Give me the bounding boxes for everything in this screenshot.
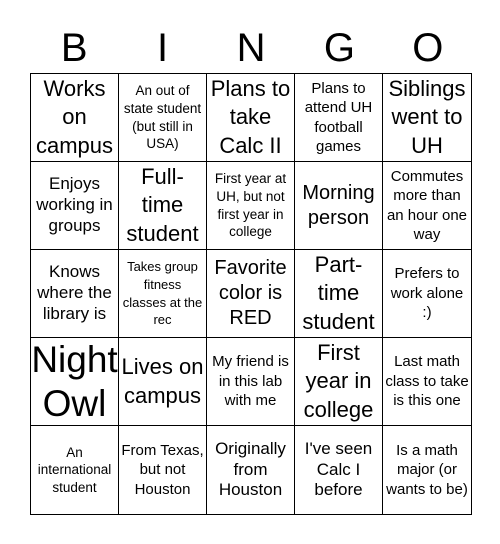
bingo-cell-r4c5[interactable]: Last math class to take is this one (383, 338, 471, 426)
bingo-cell-r1c2[interactable]: An out of state student (but still in USA) (119, 74, 207, 162)
bingo-cell-r3c3[interactable]: Favorite color is RED (207, 250, 295, 338)
header-letter-g: G (323, 26, 355, 70)
bingo-cell-r4c3[interactable]: My friend is in this lab with me (207, 338, 295, 426)
bingo-cell-r2c4[interactable]: Morning person (295, 162, 383, 250)
bingo-cell-r4c2[interactable]: Lives on campus (119, 338, 207, 426)
bingo-cell-r1c3[interactable]: Plans to take Calc II (207, 74, 295, 162)
bingo-cell-r1c5[interactable]: Siblings went to UH (383, 74, 471, 162)
header-letter-i: I (157, 26, 169, 70)
bingo-cell-r5c1[interactable]: An international student (31, 426, 119, 514)
bingo-cell-r1c4[interactable]: Plans to attend UH football games (295, 74, 383, 162)
header-letter-n: N (236, 26, 266, 70)
header-letter-o: O (412, 26, 444, 70)
header-letter-b: B (60, 26, 88, 70)
bingo-cell-r3c4[interactable]: Part-time student (295, 250, 383, 338)
bingo-cell-r2c5[interactable]: Commutes more than an hour one way (383, 162, 471, 250)
bingo-cell-r5c4[interactable]: I've seen Calc I before (295, 426, 383, 514)
bingo-cell-r4c1[interactable]: Night Owl (31, 338, 119, 426)
bingo-cell-r5c2[interactable]: From Texas, but not Houston (119, 426, 207, 514)
bingo-cell-r1c1[interactable]: Works on campus (31, 74, 119, 162)
bingo-cell-r3c1[interactable]: Knows where the library is (31, 250, 119, 338)
bingo-cell-r3c5[interactable]: Prefers to work alone :) (383, 250, 471, 338)
bingo-cell-r5c3[interactable]: Originally from Houston (207, 426, 295, 514)
bingo-cell-r4c4[interactable]: First year in college (295, 338, 383, 426)
bingo-cell-r2c2[interactable]: Full-time student (119, 162, 207, 250)
bingo-cell-r5c5[interactable]: Is a math major (or wants to be) (386, 441, 468, 498)
bingo-grid (30, 73, 472, 515)
bingo-header (30, 22, 472, 74)
bingo-cell-r2c1[interactable]: Enjoys working in groups (31, 162, 119, 250)
bingo-cell-r3c2[interactable]: Takes group fitness classes at the rec (119, 250, 207, 338)
bingo-cell-r2c3[interactable]: First year at UH, but not first year in college (207, 162, 295, 250)
